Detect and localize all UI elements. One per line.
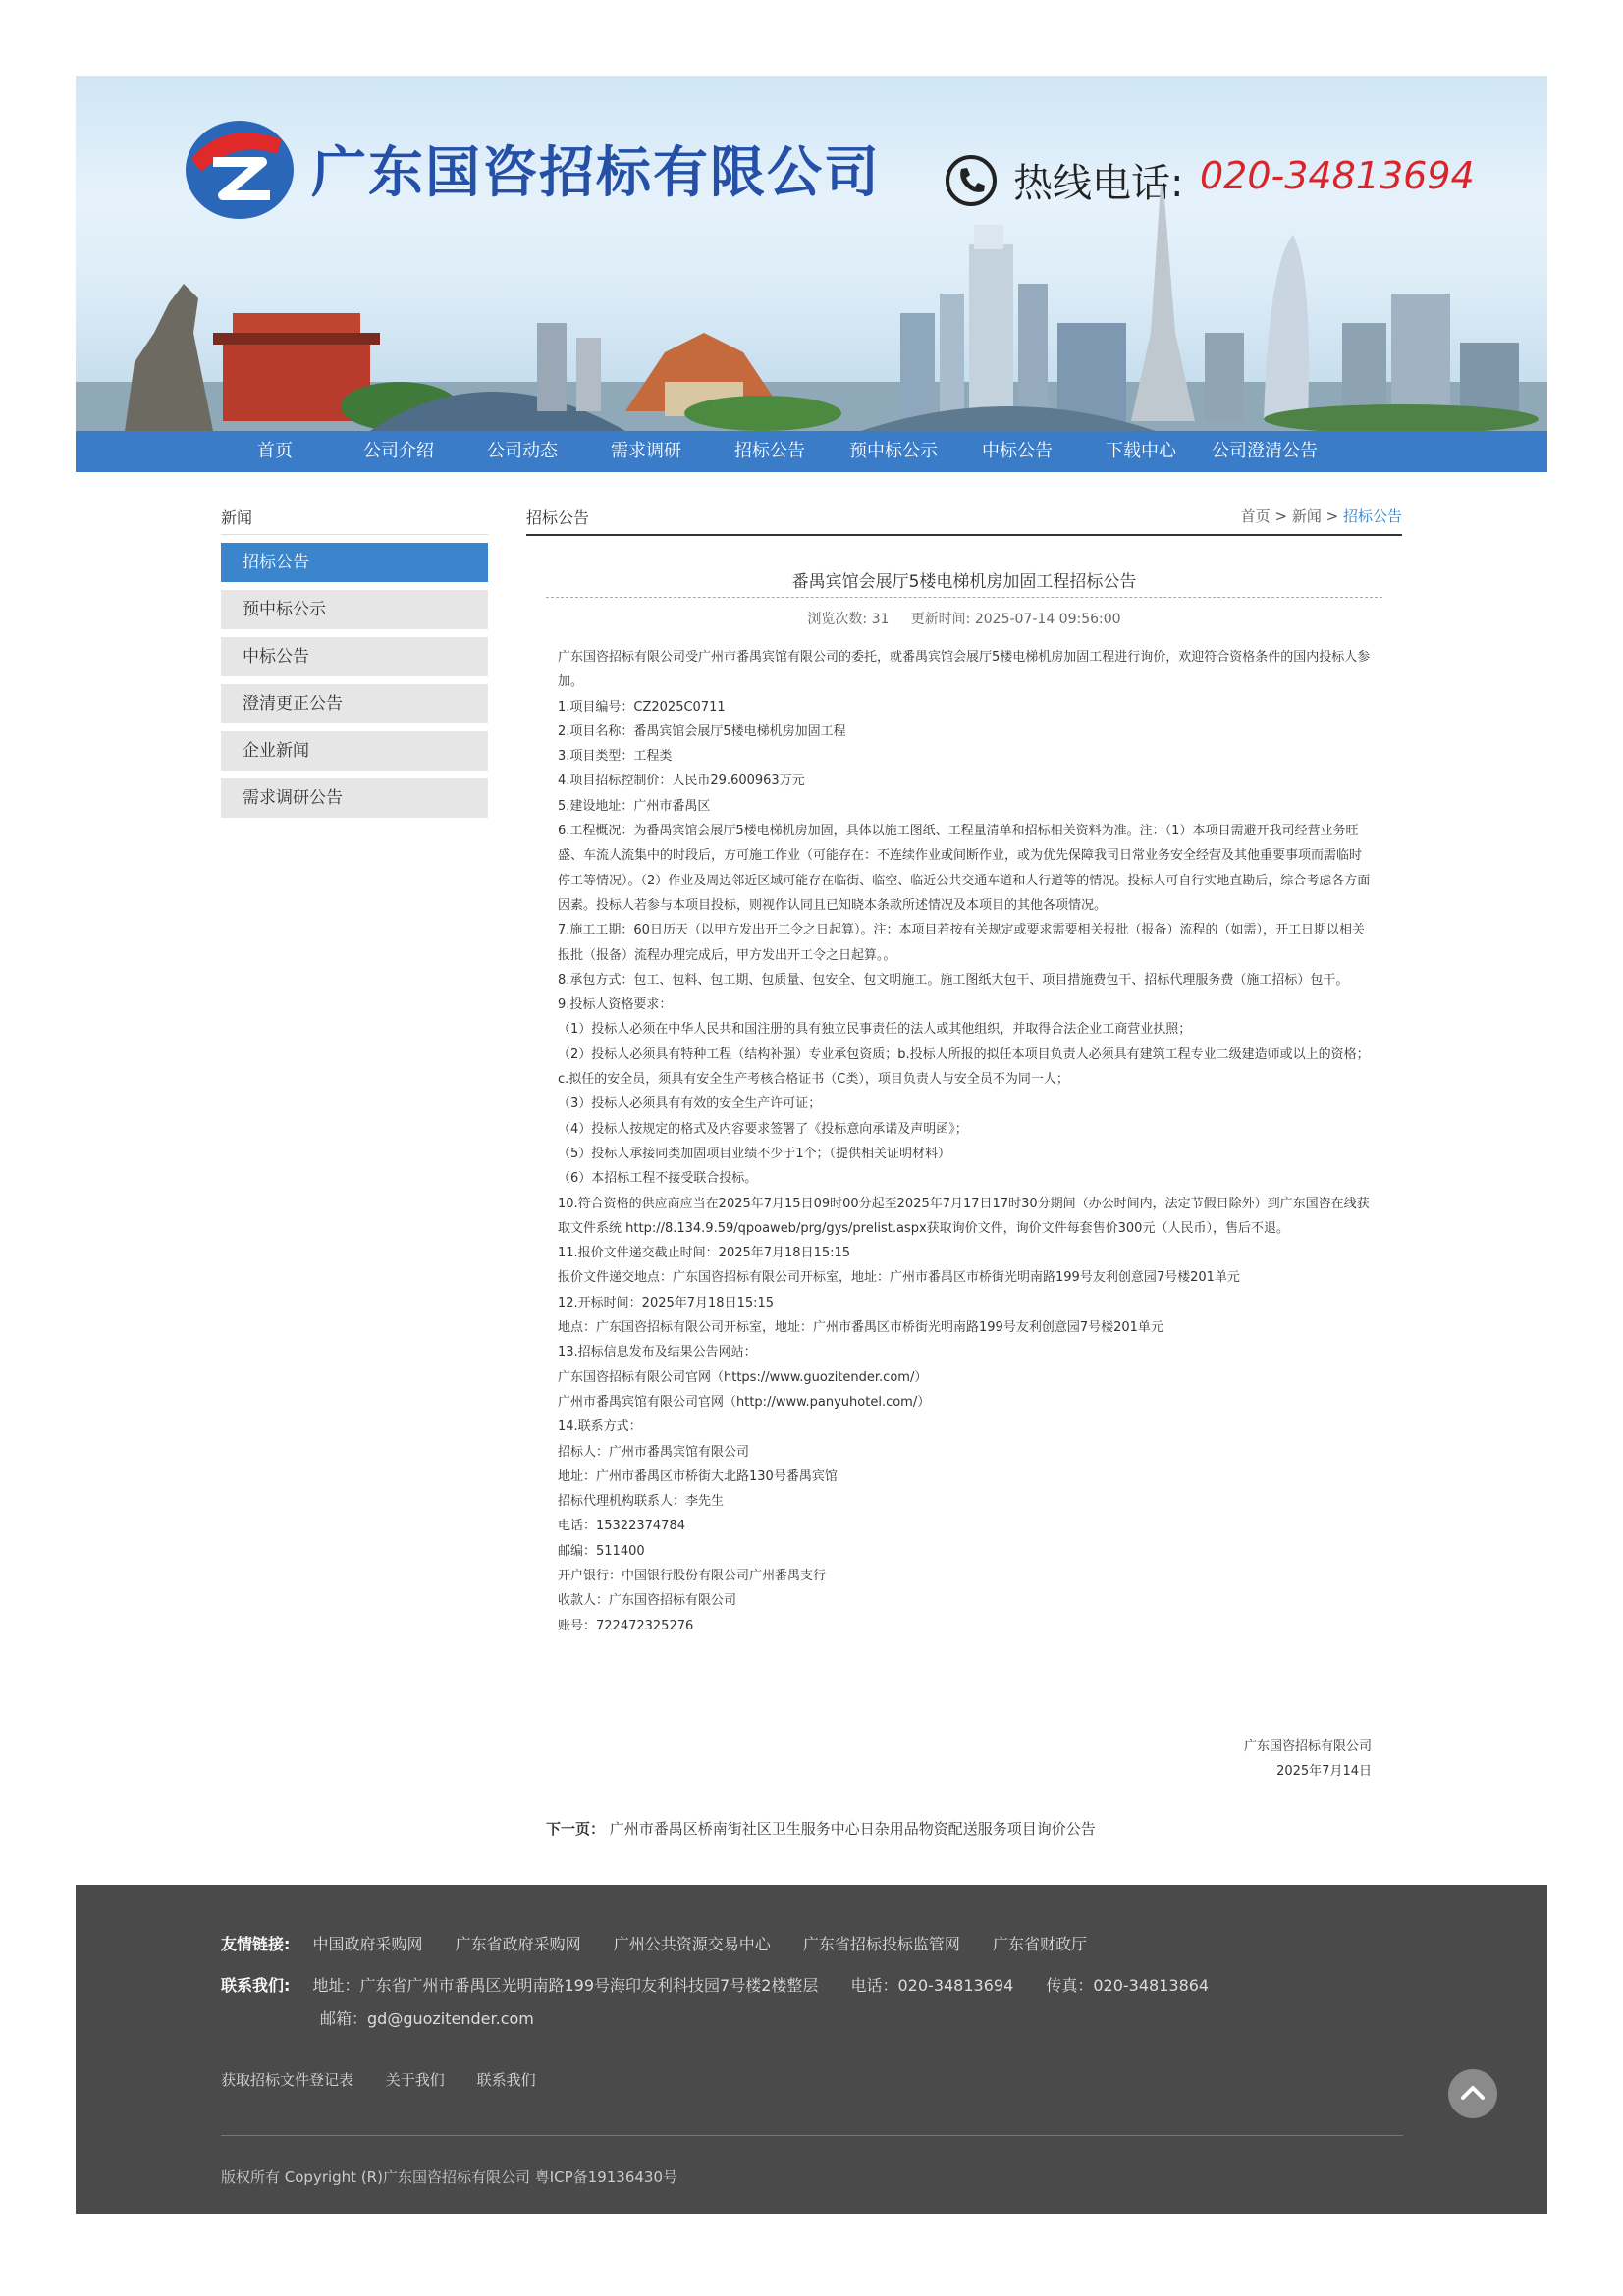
article-paragraph: 5.建设地址：广州市番禺区 bbox=[558, 798, 711, 814]
article-paragraph: （1）投标人必须在中华人民共和国注册的具有独立民事责任的法人或其他组织，并取得合法企业工商营业执照； bbox=[558, 1022, 1192, 1038]
views-count: 31 bbox=[871, 612, 890, 627]
nav-home[interactable]: 首页 bbox=[257, 441, 293, 461]
contact-info bbox=[221, 1973, 1209, 1996]
article-paragraph: （5）投标人承接同类加固项目业绩不少于1个；（提供相关证明材料） bbox=[558, 1146, 951, 1161]
contact-email: 邮箱：gd@guozitender.com bbox=[320, 2009, 534, 2028]
nav-company-intro[interactable]: 公司介绍 bbox=[363, 441, 434, 461]
article-paragraph: 招标代理机构联系人：李先生 bbox=[558, 1494, 725, 1510]
article-paragraph: 13.招标信息发布及结果公告网站： bbox=[558, 1345, 757, 1361]
breadcrumb-current[interactable]: 招标公告 bbox=[1342, 507, 1402, 525]
footer-link[interactable]: 广东省财政厅 bbox=[992, 1935, 1087, 1953]
article-paragraph: 10.符合资格的供应商应当在2025年7月15日09时00分起至2025年7月17日17时30分期间（办公时间内，法定节假日除外）到广东国咨在线获取文件系统 http://8.134.9.59/qpoaweb/prg/gys/prelist.aspx获取询价文件，询价文件每套售价300元（人民币），售后不退。 bbox=[558, 1196, 1370, 1236]
sidebar-item-tender-notice[interactable]: 招标公告 bbox=[221, 543, 488, 582]
nav-company-news[interactable]: 公司动态 bbox=[487, 441, 558, 461]
title-divider bbox=[546, 597, 1382, 598]
sidebar-divider bbox=[221, 534, 488, 535]
company-name: 广东国咨招标有限公司 bbox=[311, 141, 881, 205]
signature-company: 广东国咨招标有限公司 bbox=[1243, 1739, 1372, 1754]
sidebar-item-company-news[interactable]: 企业新闻 bbox=[221, 731, 488, 771]
back-to-top-icon bbox=[1448, 2069, 1497, 2118]
sidebar-item-award-notice[interactable]: 中标公告 bbox=[221, 637, 488, 676]
nav-pre-award[interactable]: 预中标公示 bbox=[849, 441, 938, 461]
article-paragraph: 地址：广州市番禺区市桥街大北路130号番禺宾馆 bbox=[558, 1468, 838, 1484]
nav-download[interactable]: 下载中心 bbox=[1106, 441, 1176, 461]
footer-link[interactable]: 广州公共资源交易中心 bbox=[613, 1935, 771, 1953]
article-paragraph: 14.联系方式： bbox=[558, 1419, 642, 1435]
breadcrumb-separator: > bbox=[1274, 507, 1288, 525]
sidebar-item-pre-award[interactable]: 预中标公示 bbox=[221, 590, 488, 629]
article-paragraph: 邮编：511400 bbox=[558, 1543, 645, 1559]
article-paragraph: 2.项目名称：番禺宾馆会展厅5楼电梯机房加固工程 bbox=[558, 723, 846, 739]
next-article bbox=[546, 1818, 1096, 1839]
bottom-link[interactable]: 联系我们 bbox=[476, 2071, 536, 2089]
article-title: 番禺宾馆会展厅5楼电梯机房加固工程招标公告 bbox=[791, 572, 1137, 592]
article-paragraph: 4.项目招标控制价：人民币29.600963万元 bbox=[558, 774, 805, 789]
article-paragraph: 11.报价文件递交截止时间：2025年7月18日15:15 bbox=[558, 1246, 851, 1261]
footer-link[interactable]: 广东省政府采购网 bbox=[455, 1935, 581, 1953]
updated-label: 更新时间: bbox=[910, 612, 971, 627]
article-paragraph: 9.投标人资格要求： bbox=[558, 997, 673, 1013]
nav-tender-notice[interactable]: 招标公告 bbox=[734, 441, 805, 461]
bottom-link[interactable]: 关于我们 bbox=[385, 2071, 445, 2089]
bottom-link[interactable]: 获取招标文件登记表 bbox=[221, 2071, 354, 2089]
contact-fax: 传真：020-34813864 bbox=[1046, 1976, 1210, 1995]
footer-bottom-links bbox=[221, 2069, 564, 2090]
contact-address: 地址：广东省广州市番禺区光明南路199号海印友利科技园7号楼2楼整层 bbox=[312, 1976, 819, 1995]
signature-date: 2025年7月14日 bbox=[1276, 1764, 1372, 1779]
article-paragraph: 招标人：广州市番禺宾馆有限公司 bbox=[558, 1444, 750, 1460]
hotline-number: 020-34813694 bbox=[1200, 154, 1475, 197]
nav-demand-research[interactable]: 需求调研 bbox=[611, 441, 681, 461]
hotline-label: 热线电话: bbox=[1013, 161, 1184, 206]
article-paragraph: 报价文件递交地点：广东国咨招标有限公司开标室，地址：广州市番禺区市桥街光明南路199号友利创意园7号楼201单元 bbox=[558, 1270, 1240, 1286]
article-paragraph: 开户银行：中国银行股份有限公司广州番禺支行 bbox=[558, 1568, 827, 1583]
copyright: 版权所有 Copyright (R)广东国咨招标有限公司 粤ICP备19136430号 bbox=[221, 2168, 678, 2186]
next-label: 下一页： bbox=[546, 1820, 606, 1838]
article-paragraph: 8.承包方式：包工、包料、包工期、包质量、包安全、包文明施工。施工图纸大包干、项目措施费包干、招标代理服务费（施工招标）包干。 bbox=[558, 972, 1349, 988]
back-to-top-button[interactable] bbox=[1448, 2069, 1497, 2118]
nav-clarification[interactable]: 公司澄清公告 bbox=[1212, 441, 1318, 461]
article-paragraph: 收款人：广东国咨招标有限公司 bbox=[558, 1593, 737, 1609]
article-paragraph: 广州市番禺宾馆有限公司官网（http://www.panyuhotel.com/） bbox=[558, 1394, 931, 1410]
next-article-link[interactable]: 广州市番禺区桥南街社区卫生服务中心日杂用品物资配送服务项目询价公告 bbox=[609, 1820, 1096, 1838]
header-banner bbox=[76, 76, 1547, 431]
section-title: 招标公告 bbox=[526, 508, 590, 527]
article-paragraph: 账号：722472325276 bbox=[558, 1618, 694, 1633]
footer-link[interactable]: 中国政府采购网 bbox=[312, 1935, 423, 1953]
sidebar-title: 新闻 bbox=[221, 508, 253, 527]
city-skyline-image bbox=[76, 186, 1547, 431]
article-paragraph: 广东国咨招标有限公司官网（https://www.guozitender.com/） bbox=[558, 1369, 928, 1385]
breadcrumb bbox=[1241, 506, 1402, 526]
contact-phone: 电话：020-34813694 bbox=[850, 1976, 1014, 1995]
friend-links bbox=[221, 1932, 1114, 1954]
article-paragraph: 12.开标时间：2025年7月18日15:15 bbox=[558, 1295, 775, 1310]
sidebar-item-clarification[interactable]: 澄清更正公告 bbox=[221, 684, 488, 723]
friend-links-label: 友情链接: bbox=[221, 1935, 291, 1953]
article-paragraph: 1.项目编号：CZ2025C0711 bbox=[558, 699, 726, 715]
updated-time: 2025-07-14 09:56:00 bbox=[974, 612, 1121, 627]
nav-award-notice[interactable]: 中标公告 bbox=[982, 441, 1053, 461]
breadcrumb-news[interactable]: 新闻 bbox=[1291, 507, 1322, 525]
sidebar-item-demand-research[interactable]: 需求调研公告 bbox=[221, 778, 488, 818]
article-paragraph: 电话：15322374784 bbox=[558, 1519, 685, 1534]
article-paragraph: （6）本招标工程不接受联合投标。 bbox=[558, 1171, 758, 1187]
footer bbox=[76, 1885, 1547, 2214]
views-label: 浏览次数: bbox=[807, 612, 868, 627]
main-nav bbox=[76, 431, 1547, 472]
article-paragraph: 7.施工工期：60日历天（以甲方发出开工令之日起算）。注：本项目若按有关规定或要求需要相关报批（报备）流程的（如需），开工日期以相关报批（报备）流程办理完成后，甲方发出开工令之日起算。。 bbox=[558, 923, 1365, 963]
footer-link[interactable]: 广东省招标投标监管网 bbox=[802, 1935, 960, 1953]
footer-divider bbox=[221, 2135, 1403, 2136]
article-paragraph: 3.项目类型：工程类 bbox=[558, 749, 673, 765]
article-paragraph: （3）投标人必须具有有效的安全生产许可证； bbox=[558, 1096, 822, 1112]
article-meta bbox=[546, 609, 1382, 628]
article-paragraph: 6.工程概况：为番禺宾馆会展厅5楼电梯机房加固，具体以施工图纸、工程量清单和招标相关资料为准。注：（1）本项目需避开我司经营业务旺盛、车流人流集中的时段后，方可施工作业（可能存在：不连续作业或间断作业，或为优先保障我司日常业务安全经营及其他重要事项而需临时停工等情况）。（2）作业及周边邻近区域可能存在临街、临空、临近公共交通车道和人行道等的情况。投标人可自行实地直勘后，综合考虑各方面因素。投标人若参与本项目投标，则视作认同且已知晓本条款所述情况及本项目的其他各项情况。 bbox=[558, 824, 1371, 913]
breadcrumb-separator: > bbox=[1325, 507, 1339, 525]
article-signature bbox=[1244, 1735, 1372, 1784]
article-body bbox=[558, 645, 1371, 1638]
breadcrumb-home[interactable]: 首页 bbox=[1240, 507, 1271, 525]
section-divider bbox=[526, 534, 1402, 536]
article-paragraph: （2）投标人必须具有特种工程（结构补强）专业承包资质；b.投标人所报的拟任本项目负责人必须具有建筑工程专业二级建造师或以上的资格；c.拟任的安全员，须具有安全生产考核合格证书（C类），项目负责人与安全员不为同一人； bbox=[558, 1046, 1370, 1088]
article-paragraph: 广东国咨招标有限公司受广州市番禺宾馆有限公司的委托，就番禺宾馆会展厅5楼电梯机房加固工程进行询价，欢迎符合资格条件的国内投标人参加。 bbox=[558, 650, 1371, 690]
article-paragraph: 地点：广东国咨招标有限公司开标室，地址：广州市番禺区市桥街光明南路199号友利创意园7号楼201单元 bbox=[558, 1320, 1163, 1336]
contact-label: 联系我们: bbox=[221, 1976, 291, 1995]
article-paragraph: （4）投标人按规定的格式及内容要求签署了《投标意向承诺及声明函》； bbox=[558, 1121, 968, 1137]
